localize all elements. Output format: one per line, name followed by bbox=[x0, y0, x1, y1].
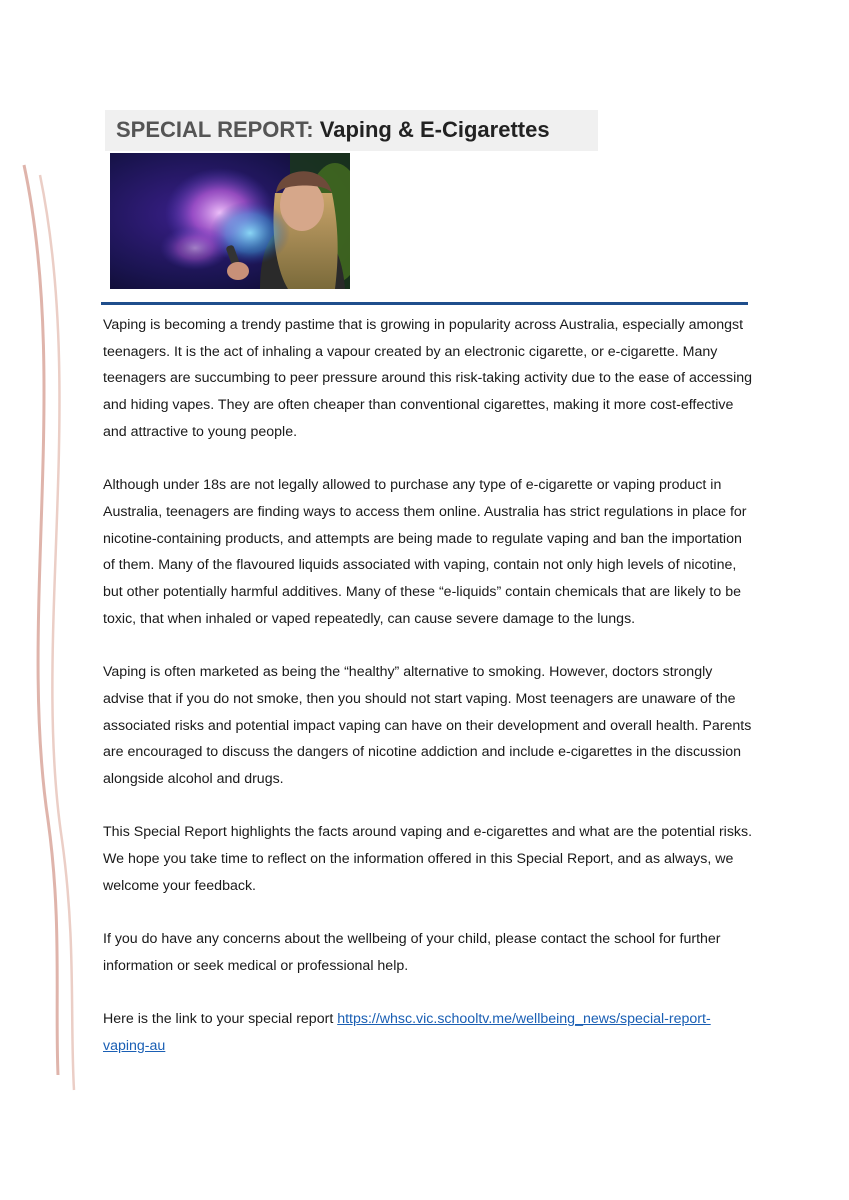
paragraph-highlights: This Special Report highlights the facts around vaping and e-cigarettes and what are the potential risks. We hope you take time to reflect on the information offered in this Special Report, and as always, we welcome your feedback. bbox=[103, 824, 753, 894]
decorative-curves bbox=[0, 0, 120, 1200]
person-vaping-photo bbox=[110, 153, 350, 289]
paragraph-regulations: Although under 18s are not legally allowed to purchase any type of e-cigarette or vaping product in Australia, teenagers are finding ways to access them online. Australia has strict regulations in place for nicotine-containing products, and attempts are being made to regulate vaping and ban the importation of them. Many of the flavoured liquids associated with vaping, contain not only high levels of nicotine, but other potentially harmful additives. Many of these “e-liquids” contain chemicals that are likely to be toxic, that when inhaled or vaped repeatedly, can cause severe damage to the lungs. bbox=[103, 477, 747, 627]
paragraph-link bbox=[103, 1006, 753, 1059]
section-divider bbox=[101, 302, 748, 305]
paragraph-health: Vaping is often marketed as being the “healthy” alternative to smoking. However, doctors strongly advise that if you do not smoke, then you should not start vaping. Most teenagers are unaware of the associated risks and potential impact vaping can have on their development and overall health. Parents are encouraged to discuss the dangers of nicotine addiction and include e-cigarettes in the discussion alongside alcohol and drugs. bbox=[103, 664, 752, 787]
report-title bbox=[105, 110, 598, 151]
title-main: Vaping & E-Cigarettes bbox=[319, 117, 550, 142]
paragraph-concerns: If you do have any concerns about the wellbeing of your child, please contact the school for further information or seek medical or professional help. bbox=[103, 931, 721, 974]
link-intro: Here is the link to your special report bbox=[103, 1011, 338, 1028]
title-prefix: SPECIAL REPORT: bbox=[116, 117, 314, 142]
paragraph-intro: Vaping is becoming a trendy pastime that is growing in popularity across Australia, especially amongst teenagers. It is the act of inhaling a vapour created by an electronic cigarette, or e-cigarette. Many teenagers are succumbing to peer pressure around this risk-taking activity due to the ease of accessing and hiding vapes. They are often cheaper than conventional cigarettes, making it more cost-effective and attractive to young people. bbox=[103, 317, 753, 440]
report-body bbox=[103, 312, 753, 1086]
special-report-link[interactable]: https://whsc.vic.schooltv.me/wellbeing_news/special-report-vaping-au bbox=[103, 1011, 711, 1054]
